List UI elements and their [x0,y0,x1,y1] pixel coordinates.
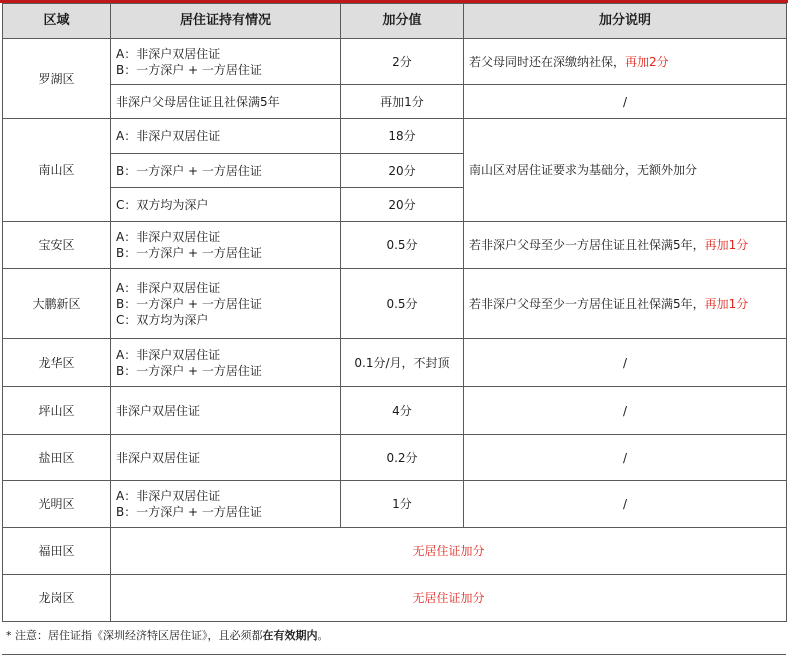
header-note: 加分说明 [464,4,787,39]
table-row [3,387,787,435]
footnote-prefix: * 注意：居住证指《深圳经济特区居住证》，且必须都 [6,629,263,642]
status-line: A：非深户双居住证 [116,230,221,244]
note-cell: / [464,435,787,481]
status-line: B：一方深户 + 一方居住证 [116,363,262,378]
score-cell: 4分 [341,387,464,435]
district-cell: 坪山区 [3,387,111,435]
status-cell: C：双方均为深户 [111,188,341,222]
note-highlight: 再加1分 [704,296,749,311]
footnote [2,621,786,655]
score-cell: 2分 [341,39,464,85]
score-cell: 1分 [341,481,464,528]
status-line: B：一方深户 + 一方居住证 [116,246,262,260]
status-line: A：非深户双居住证 [116,280,221,295]
score-cell: 0.5分 [341,222,464,269]
status-cell [111,481,341,528]
note-highlight: 再加2分 [625,54,669,69]
note-highlight: 再加1分 [704,238,749,252]
note-cell: / [464,85,787,119]
status-line: A：非深户双居住证 [116,46,221,61]
status-cell [111,39,341,85]
district-cell: 龙华区 [3,339,111,387]
header-status: 居住证持有情况 [111,4,341,39]
note-text: 若父母同时还在深缴纳社保， [469,54,626,69]
district-cell: 大鹏新区 [3,269,111,339]
header-score: 加分值 [341,4,464,39]
table-row [3,481,787,528]
status-cell: B：一方深户 + 一方居住证 [111,154,341,188]
note-text: 若非深户父母至少一方居住证且社保满5年， [469,296,705,311]
status-line: B：一方深户 + 一方居住证 [116,62,262,77]
score-cell: 20分 [341,188,464,222]
status-cell [111,339,341,387]
table-row [3,222,787,269]
district-cell: 罗湖区 [3,39,111,119]
district-cell: 南山区 [3,119,111,222]
header-district: 区域 [3,4,111,39]
table-row [3,339,787,387]
status-cell [111,222,341,269]
table-row [3,85,787,119]
note-cell: / [464,339,787,387]
status-line: B：一方深户 + 一方居住证 [116,505,262,519]
district-cell: 福田区 [3,528,111,575]
status-line: A：非深户双居住证 [116,489,221,503]
status-cell: 非深户父母居住证且社保满5年 [111,85,341,119]
note-cell [464,222,787,269]
table-row [3,575,787,622]
no-bonus-cell: 无居住证加分 [111,528,787,575]
note-cell: / [464,481,787,528]
note-cell: / [464,387,787,435]
district-cell: 宝安区 [3,222,111,269]
table-row [3,269,787,339]
note-cell [464,39,787,85]
table-row [3,435,787,481]
footnote-suffix: 。 [317,629,329,642]
points-table [2,3,787,622]
score-cell: 0.2分 [341,435,464,481]
status-line: A：非深户双居住证 [116,347,221,362]
table-row [3,528,787,575]
status-cell [111,269,341,339]
status-cell: A：非深户双居住证 [111,119,341,154]
header-row [3,4,787,39]
score-cell: 0.5分 [341,269,464,339]
district-cell: 光明区 [3,481,111,528]
no-bonus-cell: 无居住证加分 [111,575,787,622]
status-line: B：一方深户 + 一方居住证 [116,296,262,311]
score-cell: 18分 [341,119,464,154]
district-cell: 盐田区 [3,435,111,481]
status-line: C：双方均为深户 [116,312,209,327]
note-cell [464,269,787,339]
table-row [3,119,787,154]
score-cell: 20分 [341,154,464,188]
district-cell: 龙岗区 [3,575,111,622]
footnote-emphasis: 在有效期内 [262,629,318,642]
status-cell: 非深户双居住证 [111,435,341,481]
score-cell: 再加1分 [341,85,464,119]
score-cell: 0.1分/月，不封顶 [341,339,464,387]
status-cell: 非深户双居住证 [111,387,341,435]
note-cell: 南山区对居住证要求为基础分，无额外加分 [464,119,787,222]
table-row [3,39,787,85]
note-text: 若非深户父母至少一方居住证且社保满5年， [469,238,705,252]
